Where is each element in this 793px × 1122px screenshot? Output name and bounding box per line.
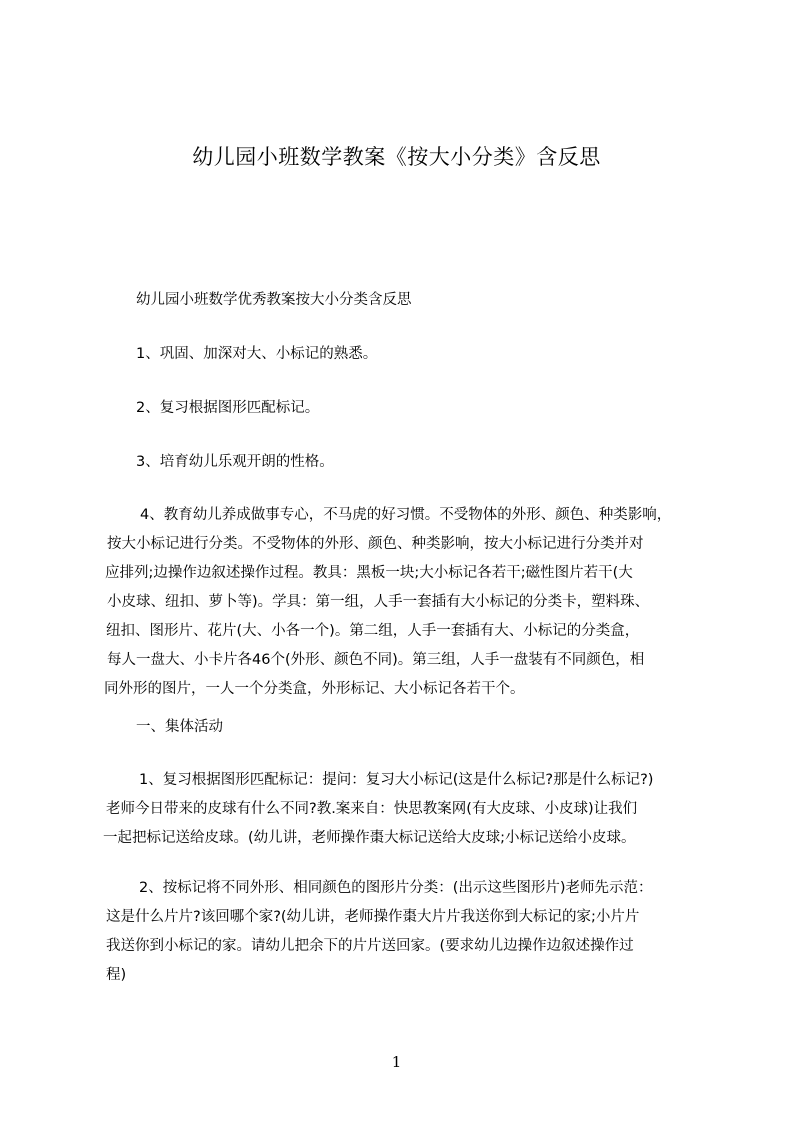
text-line: 2、按标记将不同外形、相同颜色的图形片分类：(出示这些图形片)老师先示范：	[139, 880, 653, 896]
text-line: 同外形的图片，一人一个分类盒，外形标记、大小标记各若干个。	[104, 681, 525, 697]
paragraph-goal-3	[136, 448, 736, 477]
paragraph-goal-2	[136, 394, 736, 423]
text-line: 每人一盘大、小卡片各46个(外形、颜色不同)。第三组，人手一盘装有不同颜色，相	[107, 652, 645, 668]
text-line: 1、复习根据图形匹配标记：提问：复习大小标记(这是什么标记?那是什么标记?)	[139, 772, 654, 788]
paragraph-goal-4	[104, 501, 704, 704]
text-line: 这是什么片片?该回哪个家?(幼儿讲，老师操作棗大片片我送你到大标记的家;小片片	[106, 909, 640, 925]
text-line: 2、复习根据图形匹配标记。	[136, 400, 320, 416]
text-line: 1、巩固、加深对大、小标记的熟悉。	[136, 346, 378, 362]
text-line: 小皮球、纽扣、萝卜等)。学具：第一组，人手一套插有大小标记的分类卡，塑料珠、	[107, 594, 650, 610]
text-line: 我送你到小标记的家。请幼儿把余下的片片送回家。(要求幼儿边操作边叙述操作过	[106, 938, 634, 954]
text-line: 4、教育幼儿养成做事专心，不马虎的好习惯。不受物体的外形、颜色、种类影响，	[140, 507, 672, 523]
text-line: 程)	[106, 967, 127, 983]
paragraph-activity-1	[103, 766, 703, 853]
paragraph-activity-2	[103, 874, 703, 990]
text-line: 一、集体活动	[136, 719, 223, 735]
text-line: 一起把标记送给皮球。(幼儿讲，老师操作棗大标记送给大皮球;小标记送给小皮球。	[103, 830, 636, 846]
text-line: 老师今日带来的皮球有什么不同?教.案来自：快思教案网(有大皮球、小皮球)让我们	[106, 801, 638, 817]
text-line: 3、培育幼儿乐观开朗的性格。	[136, 454, 334, 470]
paragraph-goal-1	[136, 340, 736, 369]
paragraph-intro	[136, 286, 736, 315]
text-line: 按大小标记进行分类。不受物体的外形、颜色、种类影响，按大小标记进行分类并对	[107, 536, 644, 552]
document-title: 幼儿园小班数学教案《按大小分类》含反思	[192, 145, 601, 169]
section-heading	[136, 713, 736, 742]
text-line: 纽扣、图形片、花片(大、小各一个)。第二组，人手一套插有大、小标记的分类盒，	[106, 623, 640, 639]
text-line: 应排列;边操作边叙述操作过程。教具：黑板一块;大小标记各若干;磁性图片若干(大	[105, 565, 633, 581]
text-line: 幼儿园小班数学优秀教案按大小分类含反思	[136, 292, 412, 308]
page-number: 1	[391, 1053, 402, 1071]
